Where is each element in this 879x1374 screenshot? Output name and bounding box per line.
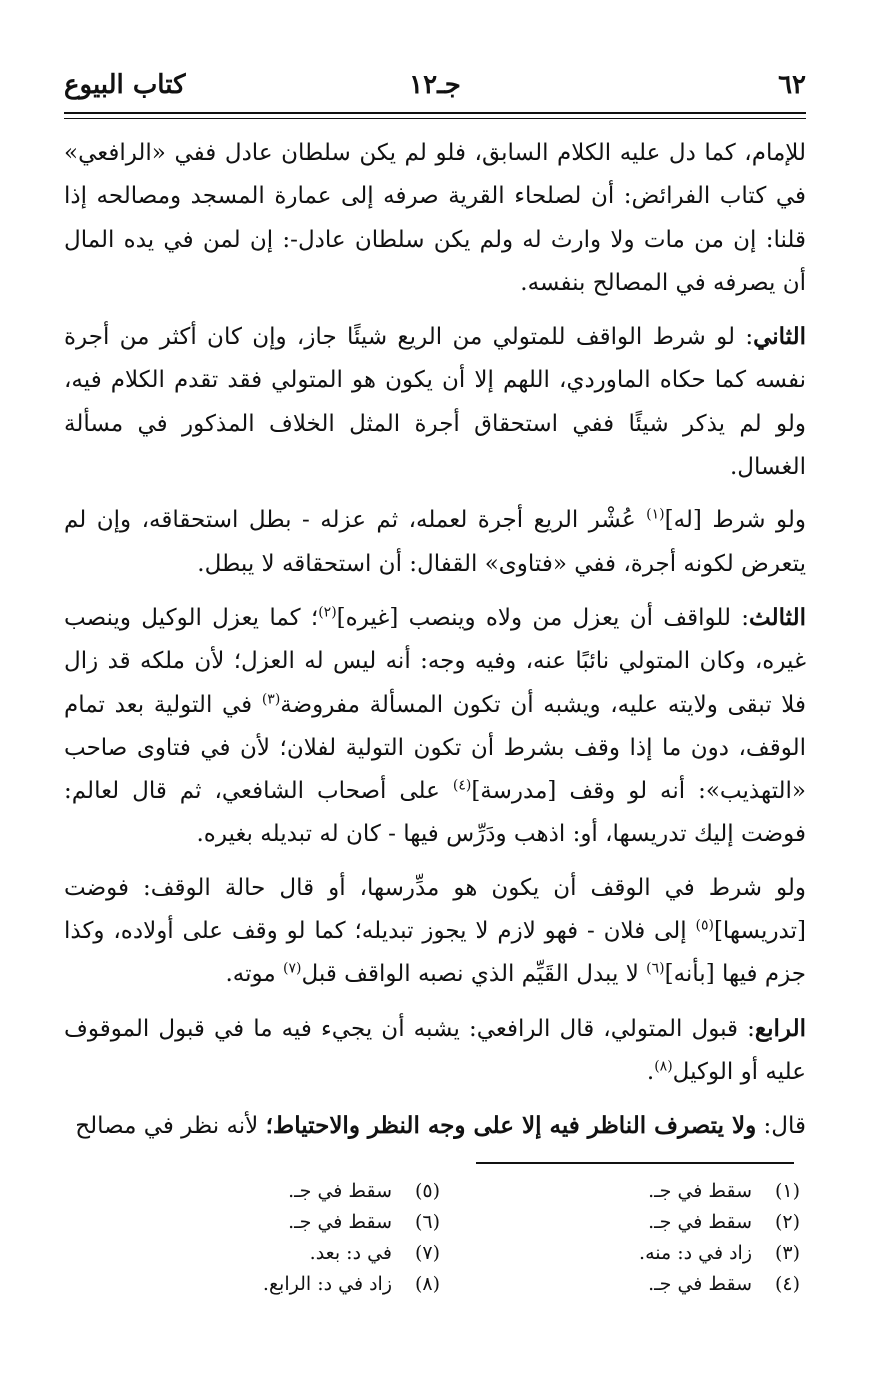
book-title: كتاب البيوع [64,70,186,100]
footnote [520,1176,800,1207]
footnote-number: (١) [774,1180,800,1202]
footnote-number: (٢) [774,1211,800,1233]
footnote-number: (٤) [774,1273,800,1295]
text-run: عُشْر الريع أجرة لعمله، ثم عزله - بطل استحقاقه، وإن لم يتعرض لكونه أجرة، ففي «فتاوى» القفال: أن استحقاقه لا يبطل. [64,507,806,577]
footnote [520,1238,800,1269]
text-run: لا يبدل القَيِّم الذي نصبه الواقف قبل [301,961,647,988]
paragraph [64,499,806,586]
footnote [160,1269,440,1300]
text-run: موته. [225,961,284,988]
footnote-text: سقط في جـ. [648,1180,752,1202]
paragraph [64,596,806,857]
footnote-text: في د: بعد. [309,1242,392,1264]
footnote-separator [476,1162,794,1164]
footnote-number: (٧) [414,1242,440,1264]
text-run: ولو شرط [له] [664,507,806,534]
footnote-ref: (٧) [283,960,302,977]
footnote-text: زاد في د: منه. [639,1242,752,1264]
footnote-number: (٨) [414,1273,440,1295]
footnote [520,1207,800,1238]
text-run: : قبول المتولي، قال الرافعي: يشبه أن يجيء فيه ما في قبول الموقوف عليه أو الوكيل [64,1015,806,1085]
footnote-text: سقط في جـ. [288,1180,392,1202]
text-run: . [646,1058,655,1085]
footnote-text: سقط في جـ. [648,1211,752,1233]
paragraph [64,1007,806,1095]
text-run: قال: [756,1113,806,1140]
body-text [64,132,806,1149]
footnote-ref: (٦) [646,960,665,977]
footnote-number: (٦) [414,1211,440,1233]
footnote-ref: (٥) [695,917,714,934]
text-run: على أصحاب الشافعي، ثم قال لعالم: فوضت إليك تدريسها، أو: اذهب ودَرِّس فيها - كان له تبديله بغيره. [64,778,806,848]
bold-lead-text: الثاني [753,323,806,351]
text-run: : للواقف أن يعزل من ولاه وينصب [غيره] [336,604,750,631]
footnote [160,1176,440,1207]
page-number: ٦٢ [778,70,806,100]
footnote-number: (٥) [414,1180,440,1202]
header-rule-thin [64,118,806,119]
footnotes-column-right [520,1176,800,1300]
text-run: إلى فلان - فهو لازم لا يجوز تبديله؛ كما لو وقف على أولاده، وكذا جزم فيها [بأنه] [64,918,806,988]
paragraph [64,132,806,305]
footnote-ref: (٤) [452,777,472,794]
footnote-text: سقط في جـ. [288,1211,392,1233]
footnote-ref: (٨) [654,1058,673,1075]
header-rule-thick [64,112,806,114]
text-run: في التولية بعد تمام الوقف، دون ما إذا وقف بشرط أن تكون التولية لفلان؛ لأن في فتاوى صاحب «التهذيب»: أنه لو وقف [مدرسة] [64,691,806,805]
footnote-text: زاد في د: الرابع. [262,1273,392,1295]
footnote-ref: (٢) [318,604,337,621]
footnote-text: سقط في جـ. [648,1273,752,1295]
footnotes-column-left [160,1176,440,1300]
text-run: ؛ كما يعزل الوكيل وينصب غيره، وكان المتولي نائبًا عنه، وفيه وجه: أنه ليس له العزل؛ لأن ملكه قد زال فلا تبقى ولايته عليه، ويشبه أن تكون المسألة مفروضة [64,604,806,718]
footnote [160,1207,440,1238]
paragraph [64,1104,806,1148]
volume-label: جـ١٢ [409,70,461,100]
text-run: ولو شرط في الوقف أن يكون هو مدِّرسها، أو قال حالة الوقف: فوضت [تدريسها] [64,874,806,945]
text-run: للإمام، كما دل عليه الكلام السابق، فلو لم يكن سلطان عادل ففي «الرافعي» في كتاب الفرائض: أن لصلحاء القرية صرفه إلى عمارة المسجد ومصالحه إذا قلنا: إن من مات ولا وارث له ولم يكن سلطان عادل-: إن لمن في يده المال أن يصرفه في المصالح بنفسه. [64,140,806,296]
page-header [64,62,806,106]
footnote-ref: (٣) [261,690,281,707]
paragraph [64,867,806,997]
footnote [160,1238,440,1269]
paragraph [64,315,806,489]
text-run: لأنه نظر في مصالح [75,1113,266,1140]
text-run: : لو شرط الواقف للمتولي من الريع شيئًا جاز، وإن كان أكثر من أجرة نفسه كما حكاه الماوردي، اللهم إلا أن يكون هو المتولي فقد تقدم الكلام فيه، ولو لم يذكر شيئًا ففي استحقاق أجرة المثل الخلاف المذكور في مسألة الغسال. [64,324,806,481]
footnote [520,1269,800,1300]
bold-lead-text: الثالث [749,603,806,631]
footnote-number: (٣) [774,1242,800,1264]
footnote-ref: (١) [646,506,665,523]
bold-lead-text: الرابع [754,1014,806,1042]
bold-lead-text: ولا يتصرف الناظر فيه إلا على وجه النظر والاحتياط؛ [265,1112,757,1140]
